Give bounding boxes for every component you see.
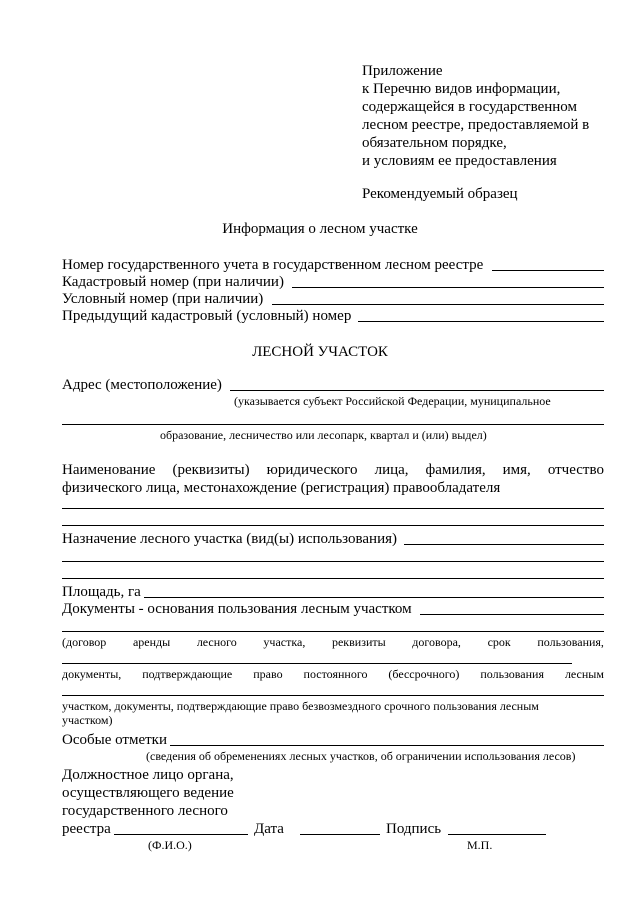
documents-hint-word: (бессрочного) xyxy=(388,667,460,681)
address-hint: образование, лесничество или лесопарк, квартал и (или) выдел) xyxy=(160,428,487,442)
holder-word: имя, xyxy=(502,462,531,478)
documents-field-line[interactable] xyxy=(62,631,604,632)
holder-word: лица, xyxy=(374,462,409,478)
documents-hint-word: реквизиты xyxy=(331,635,386,649)
previous-number-field[interactable] xyxy=(358,321,604,322)
holder-word: (реквизиты) xyxy=(172,462,250,478)
section-title: ЛЕСНОЙ УЧАСТОК xyxy=(252,344,388,360)
documents-hint-line xyxy=(62,667,604,681)
state-registration-number-label: Номер государственного учета в государственном лесном реестре xyxy=(62,257,484,273)
area-label: Площадь, га xyxy=(62,584,141,600)
documents-hint-word: лесным xyxy=(564,667,604,681)
official-label-line: Должностное лицо органа, xyxy=(62,767,234,783)
purpose-label: Назначение лесного участка (вид(ы) использования) xyxy=(62,531,398,547)
state-registration-number-field[interactable] xyxy=(492,270,604,271)
documents-field[interactable] xyxy=(420,614,604,615)
official-label-line: государственного лесного xyxy=(62,803,228,819)
address-field-line-2[interactable] xyxy=(62,424,604,425)
holder-word: фамилия, xyxy=(425,462,486,478)
purpose-field-line[interactable] xyxy=(62,561,604,562)
documents-hint-word: подтверждающие xyxy=(142,667,233,681)
documents-label: Документы - основания пользования лесным участком xyxy=(62,601,412,617)
documents-hint-word: договора, xyxy=(412,635,461,649)
holder-field-line[interactable] xyxy=(62,508,604,509)
holder-field-line[interactable] xyxy=(62,525,604,526)
area-field[interactable] xyxy=(144,597,604,598)
appendix-line: Приложение xyxy=(362,63,443,79)
address-field[interactable] xyxy=(230,390,604,391)
documents-hint-word: срок xyxy=(487,635,511,649)
documents-hint-line: участком, документы, подтверждающие право безвозмездного срочного пользования лесным xyxy=(62,699,539,713)
holder-word: отчество xyxy=(547,462,604,478)
documents-hint-word: лесного xyxy=(196,635,237,649)
appendix-line: содержащейся в государственном xyxy=(362,99,577,115)
recommended-sample-label: Рекомендуемый образец xyxy=(362,186,518,202)
appendix-line: обязательном порядке, xyxy=(362,135,507,151)
date-label: Дата xyxy=(254,821,284,837)
documents-hint-word: пользования xyxy=(480,667,544,681)
documents-hint-word: участка, xyxy=(263,635,306,649)
previous-number-label: Предыдущий кадастровый (условный) номер xyxy=(62,308,352,324)
special-notes-field[interactable] xyxy=(170,745,604,746)
official-label-line: осуществляющего ведение xyxy=(62,785,234,801)
appendix-line: к Перечню видов информации, xyxy=(362,81,561,97)
documents-hint-word: аренды xyxy=(132,635,171,649)
documents-hint-word: (договор xyxy=(62,635,107,649)
official-name-hint: (Ф.И.О.) xyxy=(148,838,192,852)
signature-label: Подпись xyxy=(386,821,442,837)
registry-label: реестра xyxy=(62,821,111,837)
holder-label-line: физического лица, местонахождение (регистрация) правообладателя xyxy=(62,480,501,496)
purpose-field[interactable] xyxy=(404,544,604,545)
signature-field[interactable] xyxy=(448,834,546,835)
stamp-place-label: М.П. xyxy=(467,838,493,852)
special-notes-hint: (сведения об обременениях лесных участков, об ограничении использования лесов) xyxy=(146,749,576,763)
documents-hint-word: пользования, xyxy=(537,635,604,649)
conditional-number-field[interactable] xyxy=(272,304,604,305)
holder-word: юридического xyxy=(266,462,358,478)
documents-hint-word: документы, xyxy=(62,667,122,681)
appendix-line: и условиям ее предоставления xyxy=(362,153,557,169)
address-label: Адрес (местоположение) xyxy=(62,377,222,393)
official-name-field[interactable] xyxy=(114,834,248,835)
documents-hint-word: право xyxy=(253,667,283,681)
address-hint: (указывается субъект Российской Федерации, муниципальное xyxy=(234,394,551,408)
documents-field-line[interactable] xyxy=(62,663,572,664)
cadastral-number-field[interactable] xyxy=(292,287,604,288)
documents-hint-word: постоянного xyxy=(303,667,368,681)
conditional-number-label: Условный номер (при наличии) xyxy=(62,291,264,307)
special-notes-label: Особые отметки xyxy=(62,732,167,748)
date-field[interactable] xyxy=(300,834,380,835)
document-title: Информация о лесном участке xyxy=(222,221,418,237)
holder-word: Наименование xyxy=(62,462,156,478)
documents-field-line[interactable] xyxy=(62,695,604,696)
purpose-field-line[interactable] xyxy=(62,578,604,579)
cadastral-number-label: Кадастровый номер (при наличии) xyxy=(62,274,284,290)
appendix-line: лесном реестре, предоставляемой в xyxy=(362,117,590,133)
documents-hint-line xyxy=(62,635,604,649)
documents-hint-line: участком) xyxy=(62,713,113,727)
holder-label-line xyxy=(62,461,604,479)
